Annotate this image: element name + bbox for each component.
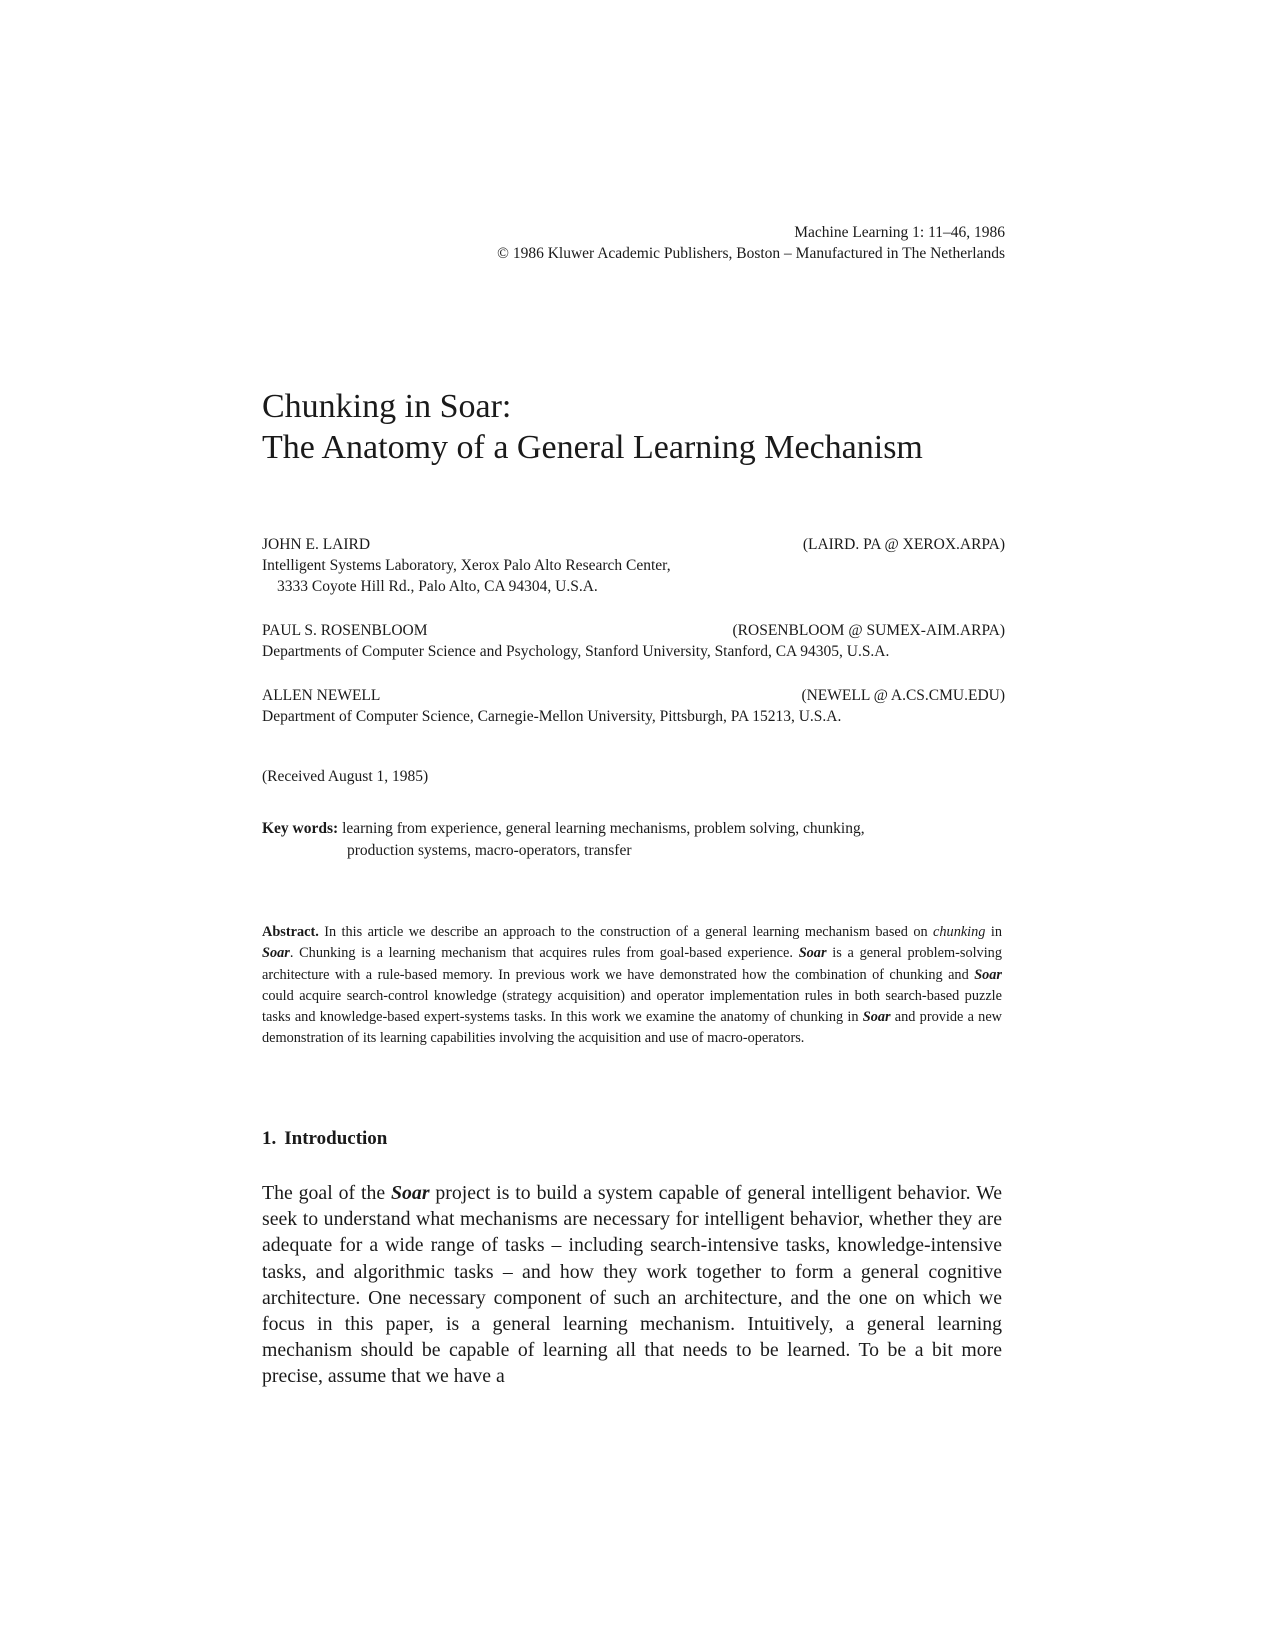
journal-header <box>497 222 1005 264</box>
title-line-2: The Anatomy of a General Learning Mechanism <box>262 429 923 466</box>
paper-title <box>262 386 923 468</box>
keywords-label: Key words: <box>262 820 339 837</box>
author-address: 3333 Coyote Hill Rd., Palo Alto, CA 94304, U.S.A. <box>277 578 598 595</box>
abstract-text: in <box>985 924 1002 940</box>
author-email: (LAIRD. PA @ XEROX.ARPA) <box>802 536 1005 553</box>
section-heading <box>262 1128 395 1150</box>
intro-text: project is to build a system capable of general intelligent behavior. We seek to understand what mechanisms are necessary for intelligent behavior, whether they are adequate for a wide range of tasks – including search-intensive tasks, knowledge-intensive tasks, and algorithmic tasks – and how they work together to form a general cognitive architecture. One necessary component of such an architecture, and the one on which we focus in this paper, is a general learning mechanism. Intuitively, a general learning mechanism should be capable of learning all that needs to be learned. To be a bit more precise, assume that we have a <box>262 1182 1002 1388</box>
section-title: Introduction <box>284 1128 388 1149</box>
abstract-label: Abstract. <box>262 924 319 940</box>
abstract-soar: Soar <box>862 1009 891 1026</box>
abstract-text: In this article we describe an approach to the construction of a general learning mechanism based on <box>318 924 934 940</box>
intro-soar: Soar <box>391 1182 430 1204</box>
keywords-line-2: production systems, macro-operators, transfer <box>347 842 632 859</box>
intro-paragraph <box>262 1180 1002 1390</box>
author-entry <box>262 534 1005 597</box>
abstract-text: could acquire search-control knowledge (strategy acquisition) and operator implementation rules in both search-based puzzle tasks and knowledge-based expert-systems tasks. In this work we examine the anatomy of chunking in <box>262 987 1002 1026</box>
title-line-1: Chunking in Soar: <box>262 388 512 425</box>
author-entry <box>262 685 1005 727</box>
author-email: (NEWELL @ A.CS.CMU.EDU) <box>801 687 1005 704</box>
publisher-line: © 1986 Kluwer Academic Publishers, Boston – Manufactured in The Netherlands <box>497 245 1005 262</box>
author-name: ALLEN NEWELL <box>262 687 381 704</box>
author-affiliation: Department of Computer Science, Carnegie-Mellon University, Pittsburgh, PA 15213, U.S.A. <box>262 708 842 725</box>
author-entry <box>262 620 1005 662</box>
author-list <box>262 534 1005 750</box>
received-date: (Received August 1, 1985) <box>262 768 429 785</box>
abstract-emphasis: chunking <box>933 924 986 940</box>
abstract <box>262 922 1002 1050</box>
abstract-soar: Soar <box>974 966 1002 983</box>
author-name: JOHN E. LAIRD <box>262 536 371 553</box>
intro-text: The goal of the <box>262 1182 392 1204</box>
abstract-text: is a general problem-solving architecture with a rule-based memory. In previous work we have demonstrated how the combination of chunking and <box>262 945 1002 983</box>
abstract-soar: Soar <box>798 945 827 962</box>
author-name: PAUL S. ROSENBLOOM <box>262 622 428 639</box>
section-number: 1. <box>262 1128 277 1149</box>
keywords-line-1: learning from experience, general learning mechanisms, problem solving, chunking, <box>342 820 865 837</box>
abstract-text: . Chunking is a learning mechanism that acquires rules from goal-based experience. <box>289 945 799 962</box>
author-affiliation: Departments of Computer Science and Psychology, Stanford University, Stanford, CA 94305, U.S.A. <box>262 643 890 660</box>
abstract-soar: Soar <box>262 945 290 962</box>
keywords <box>262 818 1002 862</box>
author-email: (ROSENBLOOM @ SUMEX-AIM.ARPA) <box>732 622 1005 639</box>
journal-citation: Machine Learning 1: 11–46, 1986 <box>794 224 1005 241</box>
author-affiliation: Intelligent Systems Laboratory, Xerox Palo Alto Research Center, <box>262 557 671 574</box>
abstract-text: and provide a new demonstration of its learning capabilities involving the acquisition and use of macro-operators. <box>262 1009 1002 1047</box>
